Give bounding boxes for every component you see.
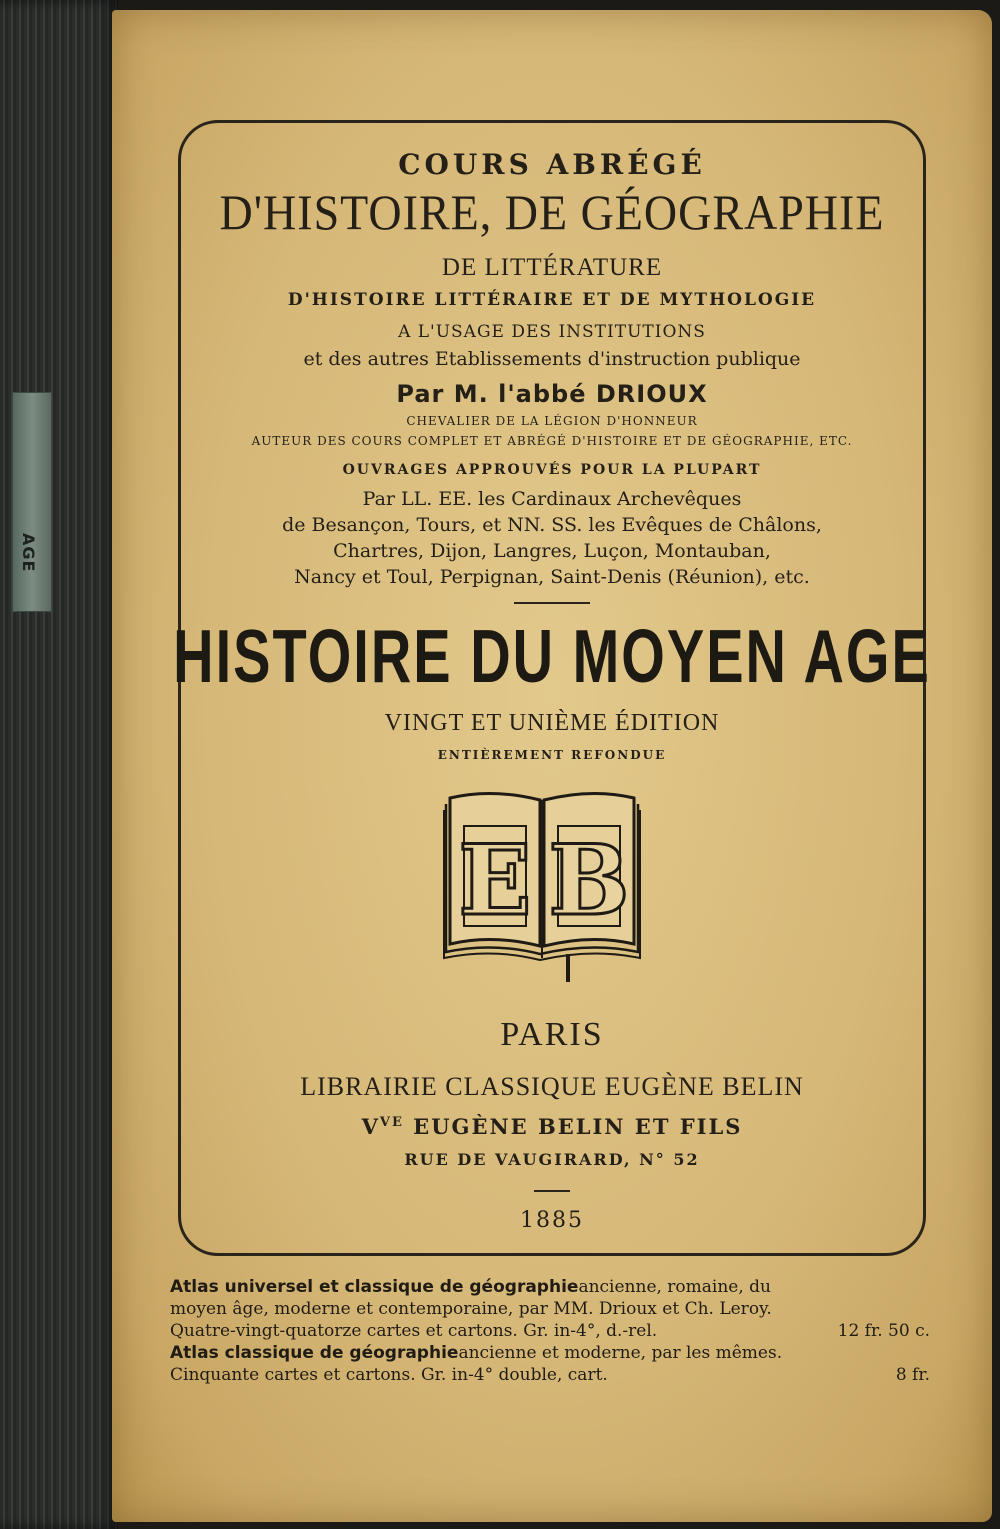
ad-1-authors: moyen âge, moderne et contemporaine, par MM. Drioux et Ch. Leroy. xyxy=(170,1299,772,1319)
ad-1-line-2 xyxy=(170,1298,930,1320)
author-honor: CHEVALIER DE LA LÉGION D'HONNEUR xyxy=(406,414,698,428)
book-cover xyxy=(112,10,992,1522)
book-spine xyxy=(0,0,118,1529)
approval-line-4: Nancy et Toul, Perpignan, Saint-Denis (Réunion), etc. xyxy=(294,566,810,588)
spine-label xyxy=(12,392,52,612)
divider-rule xyxy=(514,602,590,604)
series-title: COURS ABRÉGÉ xyxy=(398,148,706,181)
ad-1-price: 12 fr. 50 c. xyxy=(837,1321,930,1341)
approval-line-3: Chartres, Dijon, Langres, Luçon, Montauban, xyxy=(333,540,771,562)
publisher-name: LIBRAIRIE CLASSIQUE EUGÈNE BELIN xyxy=(300,1072,804,1101)
edition-note: ENTIÈREMENT REFONDUE xyxy=(437,748,667,762)
approval-heading: OUVRAGES APPROUVÉS POUR LA PLUPART xyxy=(342,462,762,478)
publisher-successor-name: EUGÈNE BELIN ET FILS xyxy=(403,1114,743,1139)
emblem-letter-e: E xyxy=(458,824,532,937)
ad-2-desc: ancienne et moderne, par les mêmes. xyxy=(458,1343,783,1363)
ad-2-format: Cinquante cartes et cartons. Gr. in-4° double, cart. xyxy=(170,1365,608,1385)
usage-line: A L'USAGE DES INSTITUTIONS xyxy=(398,322,706,342)
ad-2-line-2 xyxy=(170,1364,930,1386)
edition-line: VINGT ET UNIÈME ÉDITION xyxy=(384,710,720,736)
publisher-successor xyxy=(112,1114,992,1139)
ad-2-line-1 xyxy=(170,1342,930,1364)
year-rule xyxy=(534,1190,570,1192)
ad-2-title: Atlas classique de géographie xyxy=(170,1343,459,1363)
author-name: Par M. l'abbé DRIOUX xyxy=(396,380,708,408)
usage-line-2: et des autres Etablissements d'instruction publique xyxy=(303,348,801,370)
series-subject: D'HISTOIRE, DE GÉOGRAPHIE xyxy=(219,184,885,241)
open-book-icon xyxy=(442,786,642,986)
publisher-widow-prefix: V xyxy=(361,1114,380,1139)
publisher-address: RUE DE VAUGIRARD, N° 52 xyxy=(404,1150,700,1169)
book-title: HISTOIRE DU MOYEN AGE xyxy=(173,613,931,699)
publication-year: 1885 xyxy=(520,1208,584,1233)
emblem-letter-b: B xyxy=(548,824,630,937)
author-works: AUTEUR DES COURS COMPLET ET ABRÉGÉ D'HISTOIRE ET DE GÉOGRAPHIE, ETC. xyxy=(251,434,853,448)
spine-label-text: AGE xyxy=(19,533,38,573)
series-subject-2: DE LITTÉRATURE xyxy=(441,254,663,281)
ad-1-line-3 xyxy=(170,1320,930,1342)
approval-line-2: de Besançon, Tours, et NN. SS. les Evêques de Châlons, xyxy=(282,514,822,536)
ad-2-price: 8 fr. xyxy=(895,1365,930,1385)
series-subject-3: D'HISTOIRE LITTÉRAIRE ET DE MYTHOLOGIE xyxy=(287,290,817,310)
publisher-city: PARIS xyxy=(500,1016,604,1053)
publisher-widow-sup: VE xyxy=(379,1115,404,1130)
approval-line-1: Par LL. EE. les Cardinaux Archevêques xyxy=(362,488,742,510)
ad-1-title: Atlas universel et classique de géographie xyxy=(170,1277,579,1297)
advertisements xyxy=(170,1276,930,1386)
ad-1-format: Quatre-vingt-quatorze cartes et cartons. Gr. in-4°, d.-rel. xyxy=(170,1321,658,1341)
ad-1-desc: ancienne, romaine, du xyxy=(578,1277,772,1297)
ad-1-line-1 xyxy=(170,1276,930,1298)
